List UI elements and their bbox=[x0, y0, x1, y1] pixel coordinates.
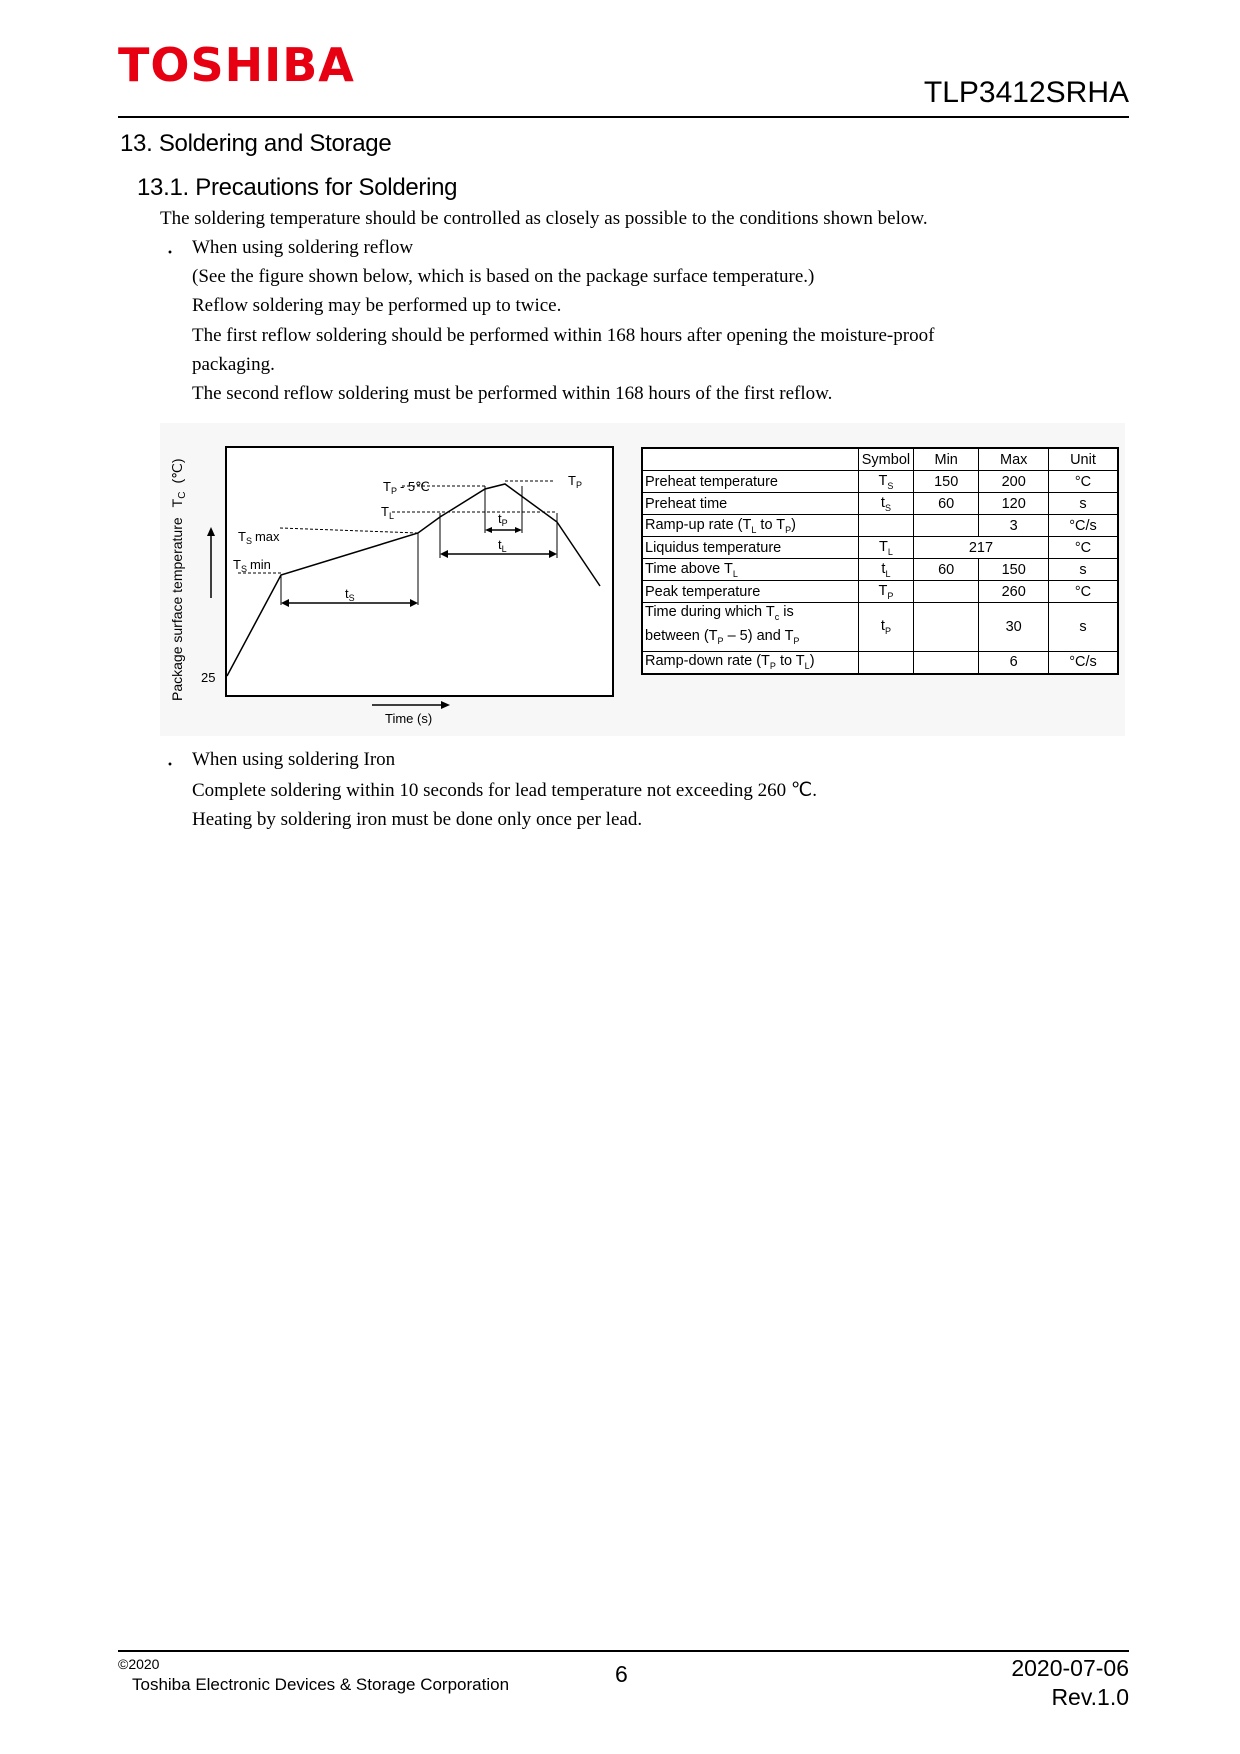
label-tl: $T_L$ bbox=[381, 504, 394, 521]
item-cell: Peak temperature bbox=[642, 581, 858, 603]
table-header-cell: Max bbox=[979, 448, 1049, 471]
footer-rule bbox=[118, 1650, 1129, 1652]
y-axis-label bbox=[169, 459, 188, 702]
label-25: 25 bbox=[201, 670, 216, 685]
min-cell bbox=[913, 581, 979, 603]
svg-text:Package surface temperatureTC(: Package surface temperatureT$_C$(℃) bbox=[169, 458, 188, 701]
label-ts-min: $T_S$ min bbox=[233, 557, 271, 574]
unit-cell: °C/s bbox=[1048, 515, 1118, 537]
page-number: 6 bbox=[615, 1661, 628, 1687]
reflow-line-4: The second reflow soldering must be performed within 168 hours of the first reflow. bbox=[192, 383, 833, 404]
reflow-line-3b: packaging. bbox=[192, 354, 275, 375]
symbol-cell: $t_S$ bbox=[858, 493, 913, 515]
max-cell: 150 bbox=[979, 559, 1049, 581]
min-cell bbox=[913, 515, 979, 537]
table-row bbox=[642, 581, 1118, 603]
x-arrow-head bbox=[441, 701, 450, 709]
footer-date: 2020-07-06 bbox=[1011, 1655, 1129, 1681]
unit-cell: s bbox=[1048, 559, 1118, 581]
reflow-line-2: Reflow soldering may be performed up to twice. bbox=[192, 295, 562, 316]
table-row bbox=[642, 537, 1118, 559]
table-row bbox=[642, 603, 1118, 652]
table-header-cell bbox=[642, 448, 858, 471]
min-cell bbox=[913, 651, 979, 674]
unit-cell: °C/s bbox=[1048, 651, 1118, 674]
bullet-marker: ・ bbox=[162, 757, 179, 774]
y-arrow-head bbox=[207, 527, 215, 536]
label-tp-minus-5: $T_P$ - 5℃ bbox=[383, 479, 430, 496]
unit-cell: °C bbox=[1048, 537, 1118, 559]
table-row bbox=[642, 651, 1118, 674]
symbol-cell: $T_P$ bbox=[858, 581, 913, 603]
max-cell: 30 bbox=[979, 603, 1049, 652]
iron-line-2: Heating by soldering iron must be done only once per lead. bbox=[192, 809, 643, 830]
section-title: 13. Soldering and Storage bbox=[120, 130, 392, 157]
label-tp-time: $t_P$ bbox=[498, 511, 508, 528]
reflow-line-1: (See the figure shown below, which is based on the package surface temperature.) bbox=[192, 266, 815, 287]
max-cell: 6 bbox=[979, 651, 1049, 674]
company-name: Toshiba Electronic Devices & Storage Corporation bbox=[132, 1675, 510, 1694]
table-row bbox=[642, 559, 1118, 581]
max-cell: 200 bbox=[979, 471, 1049, 493]
item-cell: Preheat temperature bbox=[642, 471, 858, 493]
unit-cell: s bbox=[1048, 603, 1118, 652]
bullet-marker: ・ bbox=[162, 245, 179, 262]
iron-heading: When using soldering Iron bbox=[192, 749, 396, 770]
part-number: TLP3412SRHA bbox=[923, 76, 1129, 109]
footer-revision: Rev.1.0 bbox=[1051, 1684, 1129, 1710]
label-ts-max: $T_S$ max bbox=[238, 529, 280, 546]
copyright: ©2020 bbox=[118, 1656, 160, 1672]
symbol-cell: $t_L$ bbox=[858, 559, 913, 581]
item-cell: Time during which $T_c$ is between $(T_P - 5)$ and $T_P$ bbox=[642, 603, 858, 652]
intro-paragraph: The soldering temperature should be controlled as closely as possible to the conditions shown below. bbox=[160, 208, 928, 229]
item-cell: Liquidus temperature bbox=[642, 537, 858, 559]
toshiba-logo: TOSHIBA bbox=[118, 38, 355, 92]
x-axis-label: Time (s) bbox=[385, 711, 433, 726]
item-cell: Ramp-up rate ($T_L$ to $T_P$) bbox=[642, 515, 858, 537]
unit-cell: °C bbox=[1048, 581, 1118, 603]
table-header-cell: Unit bbox=[1048, 448, 1118, 471]
min-cell: 60 bbox=[913, 559, 979, 581]
iron-line-1: Complete soldering within 10 seconds for lead temperature not exceeding 260 ℃. bbox=[192, 780, 817, 801]
symbol-cell: $T_S$ bbox=[858, 471, 913, 493]
label-tl-time: $t_L$ bbox=[498, 537, 507, 554]
item-cell: Time above $T_L$ bbox=[642, 559, 858, 581]
max-cell: 3 bbox=[979, 515, 1049, 537]
label-ts-time: $t_S$ bbox=[345, 586, 355, 603]
header-rule bbox=[118, 116, 1129, 118]
max-cell: 260 bbox=[979, 581, 1049, 603]
item-cell: Ramp-down rate ($T_P$ to $T_L$) bbox=[642, 651, 858, 674]
table-row bbox=[642, 471, 1118, 493]
symbol-cell bbox=[858, 651, 913, 674]
min-cell bbox=[913, 603, 979, 652]
symbol-cell bbox=[858, 515, 913, 537]
min-cell: 150 bbox=[913, 471, 979, 493]
table-header-row bbox=[642, 448, 1118, 471]
item-cell: Preheat time bbox=[642, 493, 858, 515]
table-header-cell: Symbol bbox=[858, 448, 913, 471]
table-row bbox=[642, 493, 1118, 515]
min-cell: 60 bbox=[913, 493, 979, 515]
symbol-cell: $t_P$ bbox=[858, 603, 913, 652]
unit-cell: °C bbox=[1048, 471, 1118, 493]
max-cell: 120 bbox=[979, 493, 1049, 515]
symbol-cell: $T_L$ bbox=[858, 537, 913, 559]
reflow-line-3a: The first reflow soldering should be performed within 168 hours after opening the moisture-proof bbox=[192, 325, 935, 346]
table-header-cell: Min bbox=[913, 448, 979, 471]
value-cell: 217 bbox=[913, 537, 1048, 559]
reflow-heading: When using soldering reflow bbox=[192, 237, 414, 258]
table-row bbox=[642, 515, 1118, 537]
subsection-title: 13.1. Precautions for Soldering bbox=[137, 174, 458, 201]
unit-cell: s bbox=[1048, 493, 1118, 515]
reflow-spec-table bbox=[641, 447, 1119, 675]
label-tp: $T_P$ bbox=[568, 473, 582, 490]
